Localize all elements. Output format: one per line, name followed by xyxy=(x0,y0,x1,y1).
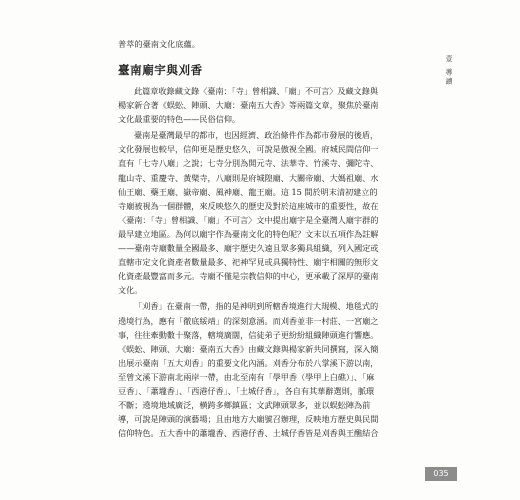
text-line: 〈臺南：「寺」曾相識、「廟」不可言〉文中提出廟宇是全臺灣人廟宇群的 xyxy=(118,214,379,225)
text-line: 臺南是臺灣最早的都市，也因經濟、政治條件作為都市發展的後盾， xyxy=(134,130,379,141)
text-line: 不斷；遶境地域廣泛，横跨多鄉鎮區；文武陣頭眾多，並以蜈蚣陣為前 xyxy=(118,400,371,411)
text-line: 至曾文溪下游南北兩岸一帶，由北至南有「學甲香（學甲上白礁）」、「麻 xyxy=(118,371,375,382)
page-number: 035 xyxy=(425,467,457,481)
body-text xyxy=(118,84,402,440)
chapter-side-label: 壹 導讀 xyxy=(445,55,453,87)
text-line: ——臺南寺廟數量全國最多、廟宇歷史久遠且眾多獨具組織，列入國定或 xyxy=(118,243,379,254)
text-line: 楊家新合著《蜈蚣、陣頭、大廟：臺南五大香》等兩篇文章，聚焦於臺南 xyxy=(118,100,379,111)
text-line: 直轄市定文化資產者數量最多、祀神罕見或具獨特性、廟宇相關的無形文 xyxy=(118,257,379,268)
text-line: 《蜈蚣、陣頭、大廟：臺南五大香》由藏文錄與楊家新共同撰寫，深入簡 xyxy=(118,343,379,354)
text-line: 仙王廟、藥王廟、嶽帝廟、風神廟、龍王廟。這 15 間於明末清初建立的 xyxy=(118,186,378,197)
text-line: 此篇章收錄藏文錄〈臺南：「寺」曾相識、「廟」不可言〉及藏文錄與 xyxy=(134,86,379,96)
text-line: 導，可說是陣頭的演藝場；且由地方大廟號召辦理，反映地方歷史與民間 xyxy=(118,414,379,425)
paragraph xyxy=(118,299,402,440)
text-line: 最早建立地區。為何以廟宇作為臺南文化的特色呢？文末以五項作為註解 xyxy=(118,228,379,239)
text-line: 寺廟被視為一個群體，來反映悠久的歷史及對於這座城市的重要性，故在 xyxy=(118,200,379,211)
text-line: 文化發展也較早，信仰更是歷史悠久，可說是傲視全國。府城民間信仰一 xyxy=(118,144,379,155)
text-line: 文化。 xyxy=(118,285,143,296)
text-line: 信仰特色。五大香中的蕭壠香、西港仔香、土城仔香皆是刈香與王醮結合 xyxy=(118,428,379,439)
section-heading: 臺南廟宇與刈香 xyxy=(118,63,203,77)
text-line: 「刈香」在臺南一帶，指的是神明到所轄香境進行大規模、地毯式的 xyxy=(134,301,379,312)
text-line: 豆香」、「蕭壠香」、「西港仔香」、「土城仔香」，各自有其華辭選則，脈環 xyxy=(118,385,375,396)
text-line: 文化最重要的特色——民俗信仰。 xyxy=(118,114,241,125)
text-line: 龍山寺、重慶寺、黃檗寺，八廟則是府城隍廟、大關帝廟、大媽祖廟、水 xyxy=(118,172,379,183)
text-line: 化資產最豐富而多元。寺廟不僅是宗教信仰的中心，更承載了深厚的臺南 xyxy=(118,271,379,282)
text-line: 事，往往牽動數十聚落，轄境廣闊，信徒弟子更紛紛組織陣頭進行響應。 xyxy=(118,329,379,340)
continued-text-line: 普萃的臺南文化底蘊。 xyxy=(118,39,200,49)
text-line: 出展示臺南「五大刈香」的重要文化內涵。刈香分布於八掌溪下游以南， xyxy=(118,357,379,368)
paragraph xyxy=(118,84,402,126)
text-line: 直有「七寺八廟」之說；七寺分別為開元寺、法華寺、竹溪寺、彌陀寺、 xyxy=(118,158,379,169)
paragraph xyxy=(118,128,402,297)
text-line: 遶境行為，應有「徹底綏靖」的深刻意涵。而刈香並非一村莊、一宮廟之 xyxy=(118,315,379,326)
